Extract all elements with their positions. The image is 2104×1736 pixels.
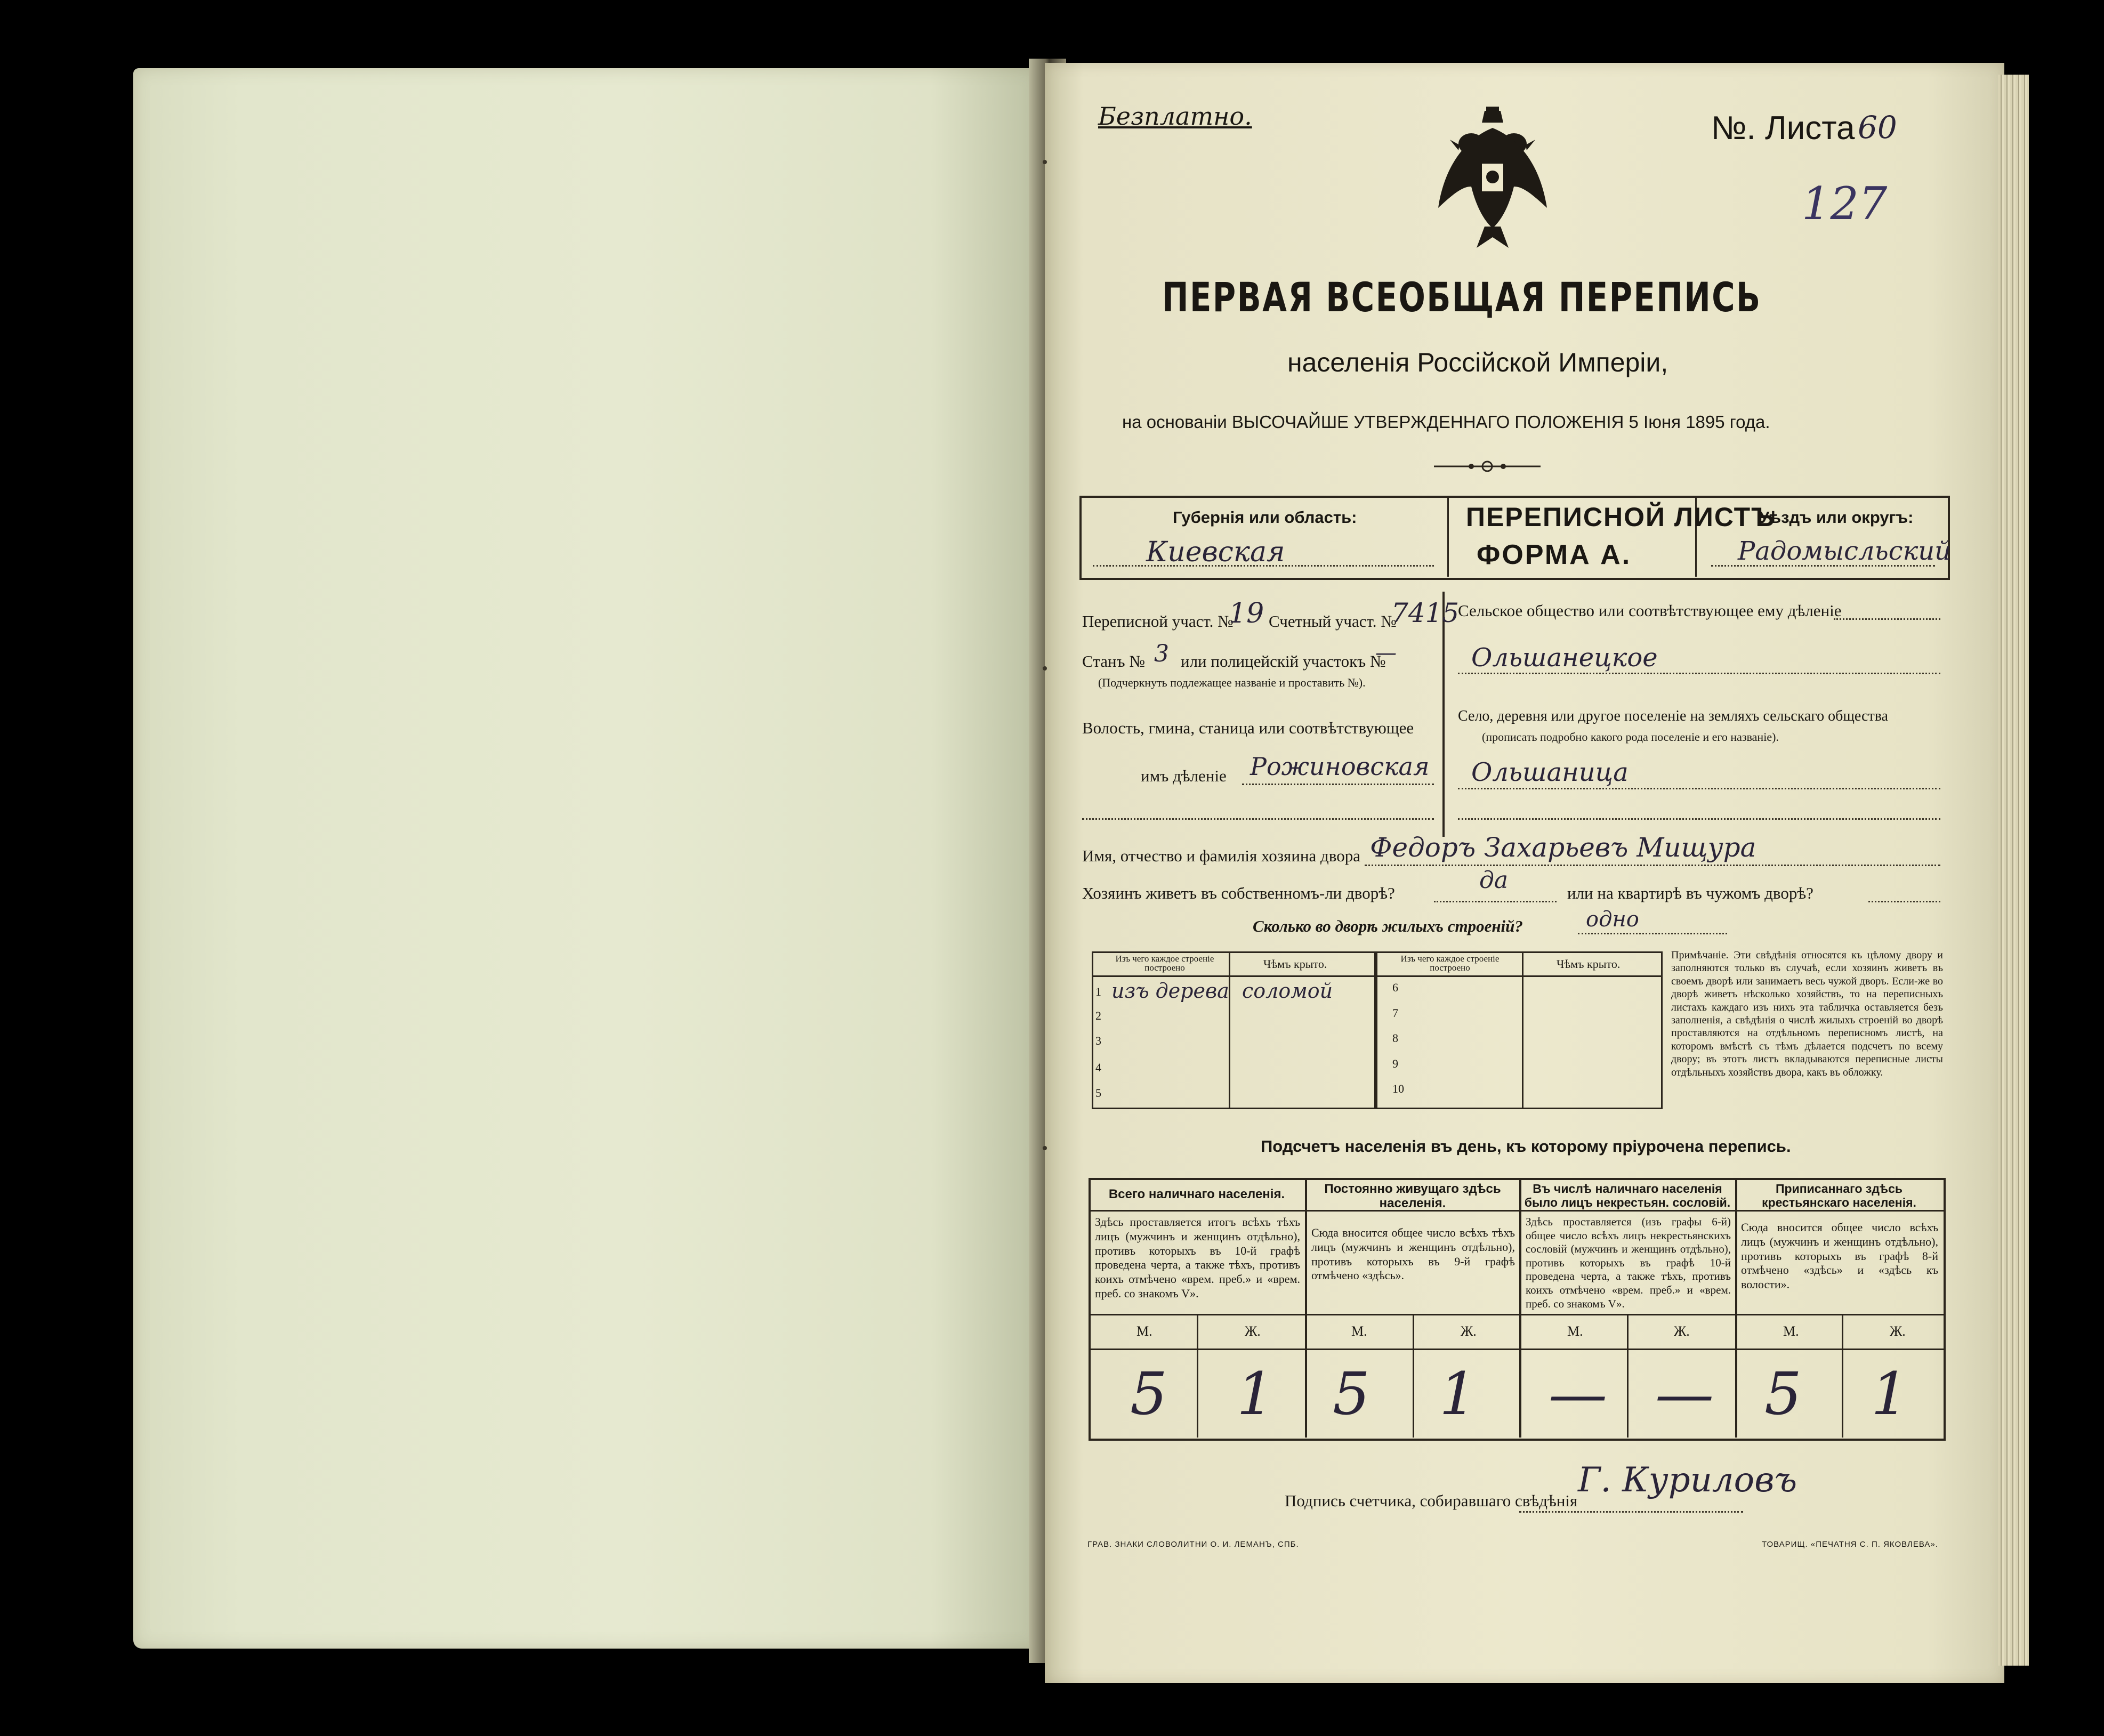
tally-zh-value: 1 — [1871, 1360, 1908, 1428]
tally-col-desc: Сюда вносится общее число всѣхъ лицъ (мужчинъ и женщинъ отдѣльно), противъ которыхъ въ графѣ 8-й отмѣчено «здѣсь» и «здѣсь къ волости». — [1741, 1221, 1938, 1291]
tally-m-label: М. — [1783, 1323, 1799, 1339]
row-material: изъ дерева — [1111, 979, 1229, 1003]
counter-signature: Г. Куриловъ — [1578, 1460, 1797, 1500]
table-col-line — [1229, 951, 1230, 1108]
police-district-label: или полицейскій участокъ № — [1181, 652, 1386, 671]
guberniya-label: Губернія или область: — [1173, 508, 1357, 527]
tally-mzh-line — [1089, 1349, 1946, 1350]
left-blank-page — [133, 68, 1039, 1649]
table-col-line — [1522, 951, 1523, 1108]
sheet-number-label: №. Листа — [1711, 110, 1855, 147]
printer-imprint-right: ТОВАРИЩ. «ПЕЧАТНЯ С. П. ЯКОВЛЕВА». — [1762, 1540, 1938, 1549]
village-underline — [1458, 788, 1940, 789]
owner-lives-own-label: Хозяинъ живетъ въ собственномъ-ли дворѣ? — [1082, 884, 1395, 902]
tally-m-value: 5 — [1130, 1360, 1167, 1428]
stan-label: Станъ № — [1082, 652, 1145, 671]
tally-col-line — [1519, 1179, 1521, 1438]
volost-label-line2: имъ дѣленіе — [1141, 766, 1227, 785]
binding-dot — [1043, 1146, 1047, 1150]
tally-m-label: М. — [1567, 1323, 1583, 1339]
signature-label: Подпись счетчика, собиравшаго свѣдѣнія — [1285, 1491, 1578, 1510]
tally-col-line — [1735, 1179, 1737, 1438]
row-number: 7 — [1392, 1006, 1398, 1020]
owner-lives-own-underline — [1434, 901, 1557, 902]
buildings-count-label: Сколько во дворѣ жилыхъ строеній? — [1253, 917, 1523, 935]
village-society-underline-2 — [1458, 673, 1940, 674]
form-legal-basis: на основаніи ВЫСОЧАЙШЕ УТВЕРЖДЕННАГО ПОЛОЖЕНІЯ 5 Іюня 1895 года. — [1122, 412, 1770, 432]
row-number: 4 — [1095, 1061, 1101, 1074]
archive-number: 127 — [1802, 177, 1888, 230]
tally-m-label: М. — [1136, 1323, 1152, 1339]
tally-col-title: Всего наличнаго населенія. — [1108, 1187, 1285, 1201]
buildings-col-material: Изъ чего каждое строеніе построено — [1400, 954, 1500, 973]
owner-lives-own-value: да — [1479, 867, 1509, 894]
binding-dot — [1043, 666, 1047, 671]
row-roof: соломой — [1242, 979, 1333, 1003]
police-district-value: — — [1375, 641, 1397, 665]
tally-zh-label: Ж. — [1245, 1323, 1261, 1339]
tally-m-value: 5 — [1764, 1360, 1802, 1428]
ornament-divider — [1434, 458, 1541, 474]
tally-col-title: Приписаннаго здѣсь крестьянскаго населенія. — [1762, 1182, 1916, 1209]
volost-underline — [1242, 784, 1434, 785]
tally-col-desc: Здѣсь проставляется (изъ графы 6-й) общее число всѣхъ лицъ некрестьянскихъ сословій (мужчинъ и женщинъ отдѣльно), противъ которыхъ въ графѣ 10-й проведена черта, а также тѣхъ, противъ коихъ отмѣчено «врем. преб.» и «врем. преб. со знакомъ V». — [1526, 1215, 1731, 1310]
village-value: Ольшаница — [1471, 757, 1629, 787]
page-edges — [1998, 75, 2029, 1666]
tally-heading: Подсчетъ населенія въ день, къ которому пріурочена перепись. — [1261, 1137, 1791, 1156]
row-number: 3 — [1095, 1034, 1101, 1047]
row-number: 1 — [1095, 985, 1101, 998]
buildings-table-note: Примѣчаніе. Эти свѣдѣнія относятся къ цѣлому двору и заполняются только въ случаѣ, если хозяинъ живетъ въ своемъ дворѣ или занимаетъ весь чужой дворъ. Если-же во дворѣ живетъ нѣсколько хозяйствъ, то на переписныхъ листахъ каждаго изъ нихъ эта табличка оставляется безъ заполненія, а свѣдѣнія о числѣ жилыхъ строеній во дворѣ проставляются на отдѣльномъ переписномъ листѣ, на которомъ вмѣстѣ съ тѣмъ дѣлается подсчетъ по всему двору; въ этотъ листъ вкладываются переписные листы отдѣльныхъ хозяйствъ двора, какъ въ обложку. — [1671, 949, 1943, 1078]
owner-name-underline — [1365, 865, 1940, 866]
owner-lives-rented-label: или на квартирѣ въ чужомъ дворѣ? — [1567, 884, 1813, 902]
village-society-label: Сельское общество или соотвѣтствующее ему дѣленіе — [1458, 601, 1842, 620]
tally-desc-line — [1089, 1314, 1946, 1315]
volost-value: Рожиновская — [1250, 752, 1430, 781]
tally-col-title: Въ числѣ наличнаго населенія было лицъ некрестьян. сословій. — [1524, 1182, 1731, 1209]
tally-zh-label: Ж. — [1674, 1323, 1690, 1339]
tally-m-value: — — [1549, 1360, 1607, 1428]
buildings-count-value: одно — [1586, 907, 1639, 932]
tally-mzh-split — [1413, 1315, 1414, 1438]
village-society-underline — [1834, 618, 1940, 620]
tally-col-title: Постоянно живущаго здѣсь населенія. — [1324, 1182, 1501, 1210]
form-heading-line1: ПЕРЕПИСНОЙ ЛИСТЪ — [1466, 502, 1776, 532]
buildings-count-underline — [1578, 933, 1727, 934]
form-heading-line2: ФОРМА А. — [1477, 539, 1632, 570]
location-divider — [1442, 592, 1445, 837]
buildings-col-material: Изъ чего каждое строеніе построено — [1115, 954, 1214, 973]
counting-district-label: Счетный участ. № — [1269, 612, 1397, 631]
row-number: 6 — [1392, 981, 1398, 994]
tally-header-line — [1089, 1210, 1946, 1212]
sheet-number-value: 60 — [1858, 109, 1897, 146]
guberniya-value: Киевская — [1146, 536, 1285, 568]
guberniya-underline — [1093, 565, 1434, 567]
volost-underline-2 — [1082, 818, 1434, 820]
tally-zh-value: 1 — [1237, 1360, 1274, 1428]
form-subtitle: населенія Россійской Имперіи, — [1287, 348, 1668, 377]
census-district-label: Переписной участ. № — [1082, 612, 1234, 631]
uezd-underline — [1711, 565, 1935, 567]
tally-zh-value: — — [1655, 1360, 1714, 1428]
tally-col-desc: Здѣсь проставляется итогъ всѣхъ тѣхъ лицъ (мужчинъ и женщинъ отдѣльно), противъ которыхъ въ 10-й графѣ проведена черта, а также тѣхъ, противъ коихъ отмѣчено «врем. преб.» и «врем. преб. со знакомъ V». — [1095, 1215, 1300, 1301]
owner-lives-rented-underline — [1868, 901, 1940, 902]
counting-district-value: 7415 — [1391, 597, 1460, 628]
row-number: 8 — [1392, 1031, 1398, 1045]
village-label: Село, деревня или другое поселеніе на земляхъ сельскаго общества — [1458, 708, 1888, 724]
uezd-value: Радомысльский — [1738, 536, 1952, 566]
signature-underline — [1519, 1511, 1743, 1513]
uezd-label: Уѣздъ или округъ: — [1759, 508, 1914, 527]
tally-mzh-split — [1627, 1315, 1629, 1438]
tally-zh-label: Ж. — [1890, 1323, 1906, 1339]
village-society-value: Ольшанецкое — [1471, 643, 1658, 673]
row-number: 5 — [1095, 1086, 1101, 1100]
owner-name-label: Имя, отчество и фамилія хозяина двора — [1082, 846, 1360, 865]
village-note: (прописать подробно какого рода поселеніе и его названіе). — [1482, 730, 1779, 744]
owner-name-value: Федоръ Захарьевъ Мищура — [1370, 832, 1756, 863]
underline-note: (Подчеркнуть подлежащее названіе и проставить №). — [1098, 676, 1366, 689]
tally-col-desc: Сюда вносится общее число всѣхъ тѣхъ лицъ (мужчинъ и женщинъ отдѣльно), противъ которыхъ въ 9-й графѣ отмѣчено «здѣсь». — [1311, 1226, 1515, 1282]
tally-col-line — [1305, 1179, 1307, 1438]
form-title: ПЕРВАЯ ВСЕОБЩАЯ ПЕРЕПИСЬ — [1162, 273, 1762, 321]
binding-dot — [1043, 160, 1047, 164]
double-headed-eagle-emblem — [1434, 107, 1551, 251]
table-mid-line — [1374, 951, 1377, 1108]
buildings-col-roof: Чѣмъ крыто. — [1557, 957, 1621, 971]
volost-label-line1: Волость, гмина, станица или соотвѣтствующее — [1082, 718, 1414, 737]
row-number: 2 — [1095, 1009, 1101, 1022]
village-underline-2 — [1458, 818, 1940, 820]
tally-zh-label: Ж. — [1461, 1323, 1477, 1339]
row-number: 10 — [1392, 1082, 1404, 1095]
stan-value: 3 — [1154, 640, 1169, 667]
printer-imprint-left: ГРАВ. ЗНАКИ СЛОВОЛИТНИ О. И. ЛЕМАНЪ, СПБ. — [1087, 1540, 1299, 1549]
free-label: Безплатно. — [1098, 102, 1252, 131]
buildings-col-roof: Чѣмъ крыто. — [1263, 957, 1327, 971]
row-number: 9 — [1392, 1057, 1398, 1070]
tally-m-label: М. — [1351, 1323, 1367, 1339]
tally-mzh-split — [1842, 1315, 1843, 1438]
census-district-value: 19 — [1229, 597, 1264, 629]
tally-m-value: 5 — [1333, 1360, 1370, 1428]
tally-zh-value: 1 — [1439, 1360, 1477, 1428]
tally-mzh-split — [1197, 1315, 1198, 1438]
box-divider — [1447, 497, 1449, 577]
